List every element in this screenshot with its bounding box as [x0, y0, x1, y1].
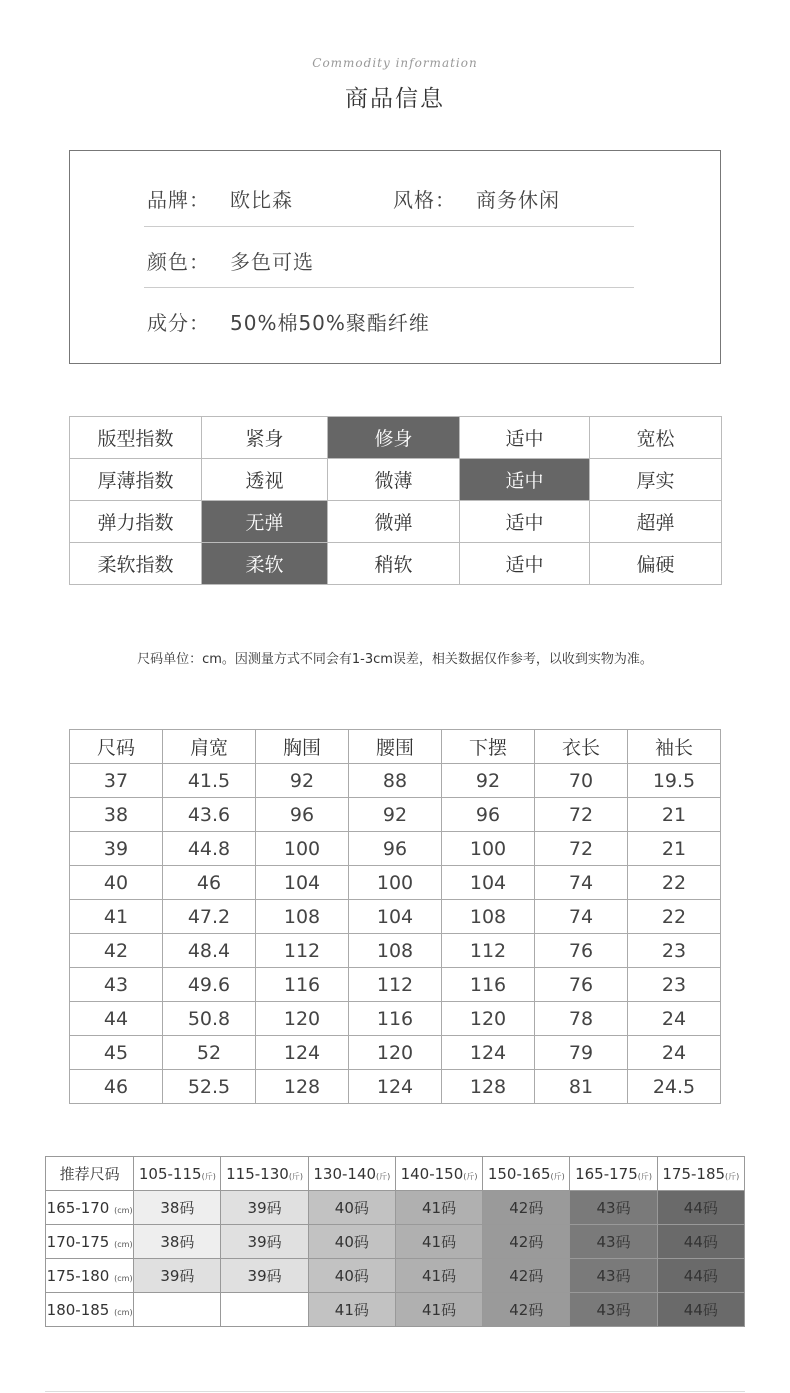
- size-cell: 19.5: [628, 764, 721, 798]
- height-unit: (cm): [114, 1205, 133, 1215]
- size-cell: 46: [163, 866, 256, 900]
- size-cell: 120: [349, 1036, 442, 1070]
- rec-row: [46, 1225, 745, 1259]
- size-header-cell: 胸围: [256, 730, 349, 764]
- weight-range: 165-175: [575, 1164, 638, 1183]
- size-cell: 52.5: [163, 1070, 256, 1104]
- index-option: 宽松: [590, 417, 722, 459]
- size-note: 尺码单位：cm。因测量方式不同会有1-3cm误差，相关数据仅作参考，以收到实物为准。: [137, 652, 653, 667]
- size-header-cell: 腰围: [349, 730, 442, 764]
- index-option: 紧身: [202, 417, 328, 459]
- rec-size-cell: 43码: [570, 1259, 657, 1293]
- index-label: 柔软指数: [70, 543, 202, 585]
- size-cell: 74: [535, 900, 628, 934]
- weight-range: 150-165: [487, 1164, 551, 1183]
- size-cell: 100: [256, 832, 349, 866]
- size-chart-table: [69, 729, 721, 1104]
- size-cell: 79: [535, 1036, 628, 1070]
- size-row: [70, 1070, 721, 1104]
- size-cell: 47.2: [163, 900, 256, 934]
- size-cell: 50.8: [163, 1002, 256, 1036]
- size-cell: 44: [70, 1002, 163, 1036]
- size-cell: 104: [349, 900, 442, 934]
- size-cell: 96: [349, 832, 442, 866]
- size-cell: 128: [442, 1070, 535, 1104]
- weight-unit: (斤): [288, 1171, 304, 1181]
- size-cell: 23: [628, 934, 721, 968]
- size-cell: 70: [535, 764, 628, 798]
- style-value: 商务休闲: [476, 188, 560, 212]
- rec-weight-header: [570, 1157, 657, 1191]
- size-cell: 72: [535, 798, 628, 832]
- weight-range: 130-140: [313, 1164, 377, 1183]
- weight-unit: (斤): [550, 1171, 565, 1181]
- size-cell: 74: [535, 866, 628, 900]
- weight-unit: (斤): [725, 1171, 740, 1181]
- index-row: [70, 459, 722, 501]
- height-unit: (cm): [114, 1239, 133, 1249]
- rec-height-cell: [46, 1225, 134, 1259]
- size-header-cell: 下摆: [442, 730, 535, 764]
- size-cell: 42: [70, 934, 163, 968]
- index-option: 修身: [328, 417, 460, 459]
- rec-size-cell: 39码: [221, 1259, 308, 1293]
- rec-row: [46, 1293, 745, 1327]
- size-cell: 44.8: [163, 832, 256, 866]
- height-range: 165-170: [46, 1198, 110, 1217]
- size-cell: 112: [349, 968, 442, 1002]
- size-cell: 41.5: [163, 764, 256, 798]
- size-cell: 92: [442, 764, 535, 798]
- rec-weight-header: [308, 1157, 395, 1191]
- rec-size-cell: 40码: [308, 1191, 395, 1225]
- color-label: 颜色：: [147, 250, 210, 274]
- rec-size-cell: 39码: [134, 1259, 221, 1293]
- size-header-cell: 衣长: [535, 730, 628, 764]
- height-range: 180-185: [46, 1300, 110, 1319]
- index-option: 偏硬: [590, 543, 722, 585]
- size-cell: 39: [70, 832, 163, 866]
- size-header-cell: 肩宽: [163, 730, 256, 764]
- index-option: 厚实: [590, 459, 722, 501]
- product-info-box: [69, 150, 721, 364]
- rec-size-cell: 41码: [308, 1293, 395, 1327]
- size-cell: 22: [628, 866, 721, 900]
- size-cell: 108: [256, 900, 349, 934]
- index-option: 无弹: [202, 501, 328, 543]
- size-cell: 88: [349, 764, 442, 798]
- size-header-cell: 尺码: [70, 730, 163, 764]
- size-row: [70, 900, 721, 934]
- size-cell: 41: [70, 900, 163, 934]
- rec-row: [46, 1259, 745, 1293]
- rec-size-cell: 43码: [570, 1225, 657, 1259]
- size-cell: 78: [535, 1002, 628, 1036]
- size-row: [70, 968, 721, 1002]
- size-cell: 21: [628, 798, 721, 832]
- material-label: 成分：: [147, 311, 210, 335]
- rec-size-cell: 43码: [570, 1293, 657, 1327]
- rec-row: [46, 1191, 745, 1225]
- rec-size-cell: 41码: [395, 1191, 482, 1225]
- rec-size-cell: 41码: [395, 1259, 482, 1293]
- rec-size-cell: 42码: [483, 1293, 570, 1327]
- color-value: 多色可选: [230, 250, 314, 274]
- weight-unit: (斤): [201, 1171, 216, 1181]
- size-cell: 24: [628, 1002, 721, 1036]
- size-row: [70, 832, 721, 866]
- size-row: [70, 866, 721, 900]
- rec-height-cell: [46, 1259, 134, 1293]
- divider: [144, 226, 634, 227]
- index-label: 弹力指数: [70, 501, 202, 543]
- size-cell: 104: [256, 866, 349, 900]
- size-cell: 120: [256, 1002, 349, 1036]
- index-option: 柔软: [202, 543, 328, 585]
- rec-weight-header: [483, 1157, 570, 1191]
- size-cell: 116: [442, 968, 535, 1002]
- size-cell: 43: [70, 968, 163, 1002]
- size-cell: 100: [349, 866, 442, 900]
- size-cell: 128: [256, 1070, 349, 1104]
- section-subtitle: Commodity information: [312, 56, 478, 70]
- size-cell: 116: [256, 968, 349, 1002]
- rec-size-cell: [134, 1293, 221, 1327]
- index-option: 适中: [460, 417, 590, 459]
- index-label: 版型指数: [70, 417, 202, 459]
- weight-range: 140-150: [400, 1164, 464, 1183]
- rec-weight-header: [134, 1157, 221, 1191]
- rec-height-cell: [46, 1293, 134, 1327]
- size-row: [70, 798, 721, 832]
- size-cell: 116: [349, 1002, 442, 1036]
- size-cell: 72: [535, 832, 628, 866]
- size-cell: 43.6: [163, 798, 256, 832]
- rec-size-cell: 44码: [657, 1191, 744, 1225]
- rec-size-cell: 39码: [221, 1191, 308, 1225]
- material-value: 50%棉50%聚酯纤维: [230, 311, 430, 335]
- index-option: 微弹: [328, 501, 460, 543]
- size-cell: 124: [442, 1036, 535, 1070]
- index-option: 适中: [460, 459, 590, 501]
- rec-size-cell: 42码: [483, 1191, 570, 1225]
- size-cell: 112: [256, 934, 349, 968]
- size-cell: 52: [163, 1036, 256, 1070]
- divider: [144, 287, 634, 288]
- size-cell: 48.4: [163, 934, 256, 968]
- rec-size-cell: 39码: [221, 1225, 308, 1259]
- index-row: [70, 417, 722, 459]
- weight-range: 105-115: [138, 1164, 202, 1183]
- size-cell: 96: [256, 798, 349, 832]
- height-range: 170-175: [46, 1232, 110, 1251]
- index-row: [70, 543, 722, 585]
- rec-size-cell: 40码: [308, 1259, 395, 1293]
- height-range: 175-180: [46, 1266, 110, 1285]
- rec-size-cell: 40码: [308, 1225, 395, 1259]
- rec-size-cell: 38码: [134, 1191, 221, 1225]
- size-row: [70, 934, 721, 968]
- size-cell: 120: [442, 1002, 535, 1036]
- size-cell: 81: [535, 1070, 628, 1104]
- size-cell: 92: [256, 764, 349, 798]
- size-cell: 124: [256, 1036, 349, 1070]
- size-cell: 76: [535, 968, 628, 1002]
- size-cell: 108: [442, 900, 535, 934]
- weight-unit: (斤): [637, 1171, 652, 1181]
- rec-size-cell: 41码: [395, 1225, 482, 1259]
- size-cell: 22: [628, 900, 721, 934]
- size-cell: 45: [70, 1036, 163, 1070]
- rec-height-cell: [46, 1191, 134, 1225]
- index-option: 稍软: [328, 543, 460, 585]
- size-cell: 37: [70, 764, 163, 798]
- rec-size-cell: [221, 1293, 308, 1327]
- index-label: 厚薄指数: [70, 459, 202, 501]
- rec-weight-header: [221, 1157, 308, 1191]
- size-cell: 112: [442, 934, 535, 968]
- rec-size-cell: 44码: [657, 1225, 744, 1259]
- size-header-cell: 袖长: [628, 730, 721, 764]
- rec-size-cell: 42码: [483, 1259, 570, 1293]
- rec-size-cell: 43码: [570, 1191, 657, 1225]
- recommended-size-table: [45, 1156, 745, 1327]
- height-unit: (cm): [114, 1307, 133, 1317]
- size-cell: 100: [442, 832, 535, 866]
- rec-size-cell: 41码: [395, 1293, 482, 1327]
- size-cell: 104: [442, 866, 535, 900]
- brand-value: 欧比森: [230, 188, 293, 212]
- size-cell: 24.5: [628, 1070, 721, 1104]
- size-cell: 49.6: [163, 968, 256, 1002]
- size-cell: 46: [70, 1070, 163, 1104]
- weight-range: 115-130: [226, 1164, 289, 1183]
- size-cell: 108: [349, 934, 442, 968]
- rec-size-cell: 44码: [657, 1293, 744, 1327]
- rec-weight-header: [657, 1157, 744, 1191]
- weight-unit: (斤): [376, 1171, 391, 1181]
- rec-size-cell: 38码: [134, 1225, 221, 1259]
- size-cell: 124: [349, 1070, 442, 1104]
- size-cell: 40: [70, 866, 163, 900]
- bottom-divider: [45, 1391, 745, 1392]
- rec-weight-header: [395, 1157, 482, 1191]
- size-cell: 21: [628, 832, 721, 866]
- fit-index-table: [69, 416, 722, 585]
- size-cell: 76: [535, 934, 628, 968]
- size-cell: 24: [628, 1036, 721, 1070]
- index-option: 透视: [202, 459, 328, 501]
- style-label: 风格：: [393, 188, 456, 212]
- size-cell: 38: [70, 798, 163, 832]
- size-cell: 23: [628, 968, 721, 1002]
- index-option: 超弹: [590, 501, 722, 543]
- index-option: 适中: [460, 501, 590, 543]
- size-row: [70, 1002, 721, 1036]
- size-row: [70, 1036, 721, 1070]
- section-title: 商品信息: [345, 86, 445, 112]
- size-cell: 96: [442, 798, 535, 832]
- rec-size-cell: 44码: [657, 1259, 744, 1293]
- size-row: [70, 764, 721, 798]
- index-option: 适中: [460, 543, 590, 585]
- index-option: 微薄: [328, 459, 460, 501]
- height-unit: (cm): [114, 1273, 133, 1283]
- rec-corner: 推荐尺码: [46, 1157, 134, 1191]
- rec-size-cell: 42码: [483, 1225, 570, 1259]
- weight-range: 175-185: [662, 1164, 726, 1183]
- size-cell: 92: [349, 798, 442, 832]
- weight-unit: (斤): [463, 1171, 478, 1181]
- index-row: [70, 501, 722, 543]
- brand-label: 品牌：: [147, 188, 210, 212]
